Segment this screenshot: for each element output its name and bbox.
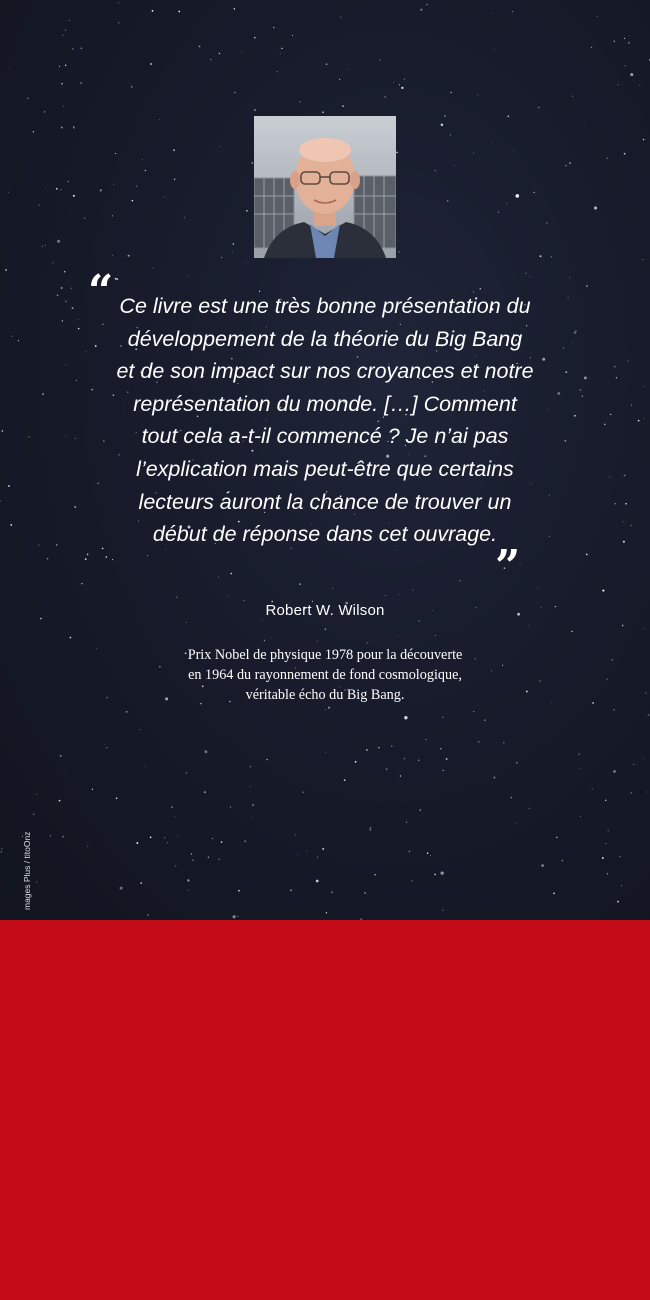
quote-line: représentation du monde. […] Comment — [133, 391, 517, 416]
description-line: véritable écho du Big Bang. — [245, 687, 405, 703]
description-line: en 1964 du rayonnement de fond cosmologique, — [188, 667, 462, 683]
quote-line: lecteurs auront la chance de trouver un — [138, 489, 512, 514]
description-line: Prix Nobel de physique 1978 pour la découverte — [187, 647, 463, 663]
author-portrait — [254, 116, 396, 258]
red-band — [0, 920, 650, 1300]
quote-line: Ce livre est une très bonne présentation du — [119, 294, 531, 318]
author-name: Robert W. Wilson — [265, 602, 385, 619]
open-quote-mark: “ — [88, 266, 114, 317]
author-description — [100, 645, 550, 705]
quote-line: début de réponse dans cet ouvrage. — [152, 522, 498, 547]
close-quote-mark: ” — [495, 541, 521, 592]
quote-line: l’explication mais peut-être que certains — [136, 456, 514, 481]
quote-line: développement de la théorie du Big Bang — [127, 326, 523, 351]
photo-credit: mages Plus / titoOnz — [22, 831, 32, 910]
quote-line: tout cela a-t-il commencé ? Je n’ai pas — [141, 424, 509, 449]
quote-text — [100, 290, 550, 551]
quote-line: et de son impact sur nos croyances et notre — [116, 359, 534, 384]
